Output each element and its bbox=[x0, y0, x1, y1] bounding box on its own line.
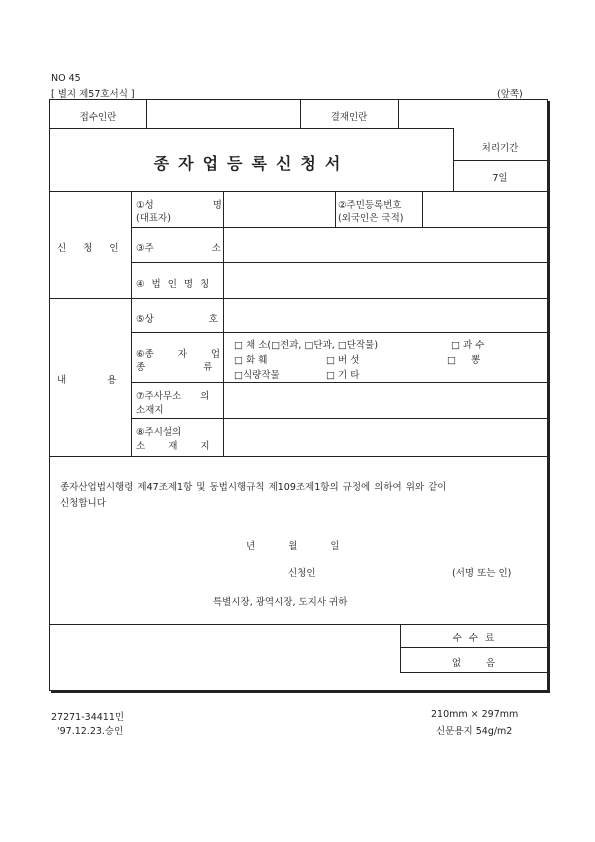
resident-number-label: ②주민등록번호 bbox=[338, 200, 402, 211]
application-form bbox=[49, 99, 548, 691]
option-vegetable[interactable]: □ 채 소(□전과, □단과, □단작물) bbox=[234, 340, 379, 351]
option-mushroom[interactable]: □ 버 섯 bbox=[326, 355, 360, 366]
resident-number-field[interactable] bbox=[423, 192, 546, 226]
paper-size: 210mm × 297mm bbox=[431, 709, 519, 720]
facility-label-1: ⑧주시설의 bbox=[136, 427, 182, 438]
payment-label: 결재인란 bbox=[330, 112, 368, 123]
form-number: NO 45 bbox=[51, 73, 81, 84]
form-code: [ 별지 제57호서식 ] bbox=[51, 89, 135, 100]
corporation-name-field[interactable] bbox=[224, 263, 546, 297]
main-office-label-2: 소재지 bbox=[136, 405, 164, 416]
side-indicator: (앞쪽) bbox=[497, 89, 523, 100]
nationality-label: (외국인은 국적) bbox=[338, 213, 404, 224]
facility-field[interactable] bbox=[224, 419, 546, 455]
form-catalog-code: 27271-34411민 bbox=[51, 712, 125, 723]
paper-type: 신문용지 54g/m2 bbox=[436, 726, 513, 737]
corporation-name-label: ④ 법 인 명 칭 bbox=[136, 279, 212, 290]
facility-label-2: 소 재 지 bbox=[136, 441, 210, 452]
option-other[interactable]: □ 기 타 bbox=[326, 370, 360, 381]
address-label: ③주 소 bbox=[136, 243, 221, 254]
signature-label: (서명 또는 인) bbox=[452, 568, 512, 579]
name-label: ①성 명 bbox=[136, 200, 222, 211]
form-title: 종자업등록신청서 bbox=[153, 154, 350, 173]
name-field[interactable] bbox=[224, 192, 334, 226]
fee-value: 없 음 bbox=[451, 658, 496, 669]
main-office-label-1: ⑦주사무소 의 bbox=[136, 391, 210, 402]
applicant-label: 신청인 bbox=[288, 568, 316, 579]
address-field[interactable] bbox=[224, 228, 546, 261]
payment-stamp-box bbox=[399, 101, 546, 127]
trade-name-field[interactable] bbox=[224, 299, 546, 331]
seed-business-type-label-1: ⑥종 자 업 bbox=[136, 349, 221, 360]
application-date: 년 월 일 bbox=[246, 541, 340, 552]
option-flower[interactable]: □ 화 훼 bbox=[234, 355, 268, 366]
applicant-section-label: 신 청 인 bbox=[57, 243, 119, 254]
statement-text-cont: 신청합니다 bbox=[60, 498, 106, 509]
processing-period-label: 처리기간 bbox=[481, 143, 519, 154]
representative-label: (대표자) bbox=[136, 213, 171, 224]
content-section-label: 내 용 bbox=[57, 375, 117, 386]
statement-text: 종자산업법시행령 제47조제1항 및 동법시행규칙 제109조제1항의 규정에 의하여 위와 같이 bbox=[60, 482, 447, 493]
option-mulberry[interactable]: □ 뽕 bbox=[447, 355, 481, 366]
recipient: 특별시장, 광역시장, 도지사 귀하 bbox=[213, 597, 348, 608]
processing-period-value: 7일 bbox=[492, 173, 508, 184]
option-food-crop[interactable]: □식량작물 bbox=[234, 370, 280, 381]
approval-date: '97.12.23.승인 bbox=[57, 726, 124, 737]
receipt-stamp-box bbox=[147, 101, 299, 127]
option-fruit-tree[interactable]: □ 과 수 bbox=[451, 340, 485, 351]
receipt-label: 접수인란 bbox=[79, 112, 117, 123]
main-office-field[interactable] bbox=[224, 383, 546, 417]
fee-label: 수 수 료 bbox=[452, 633, 495, 644]
seed-business-type-label-2: 종 류 bbox=[136, 362, 213, 373]
trade-name-label: ⑤상 호 bbox=[136, 314, 218, 325]
